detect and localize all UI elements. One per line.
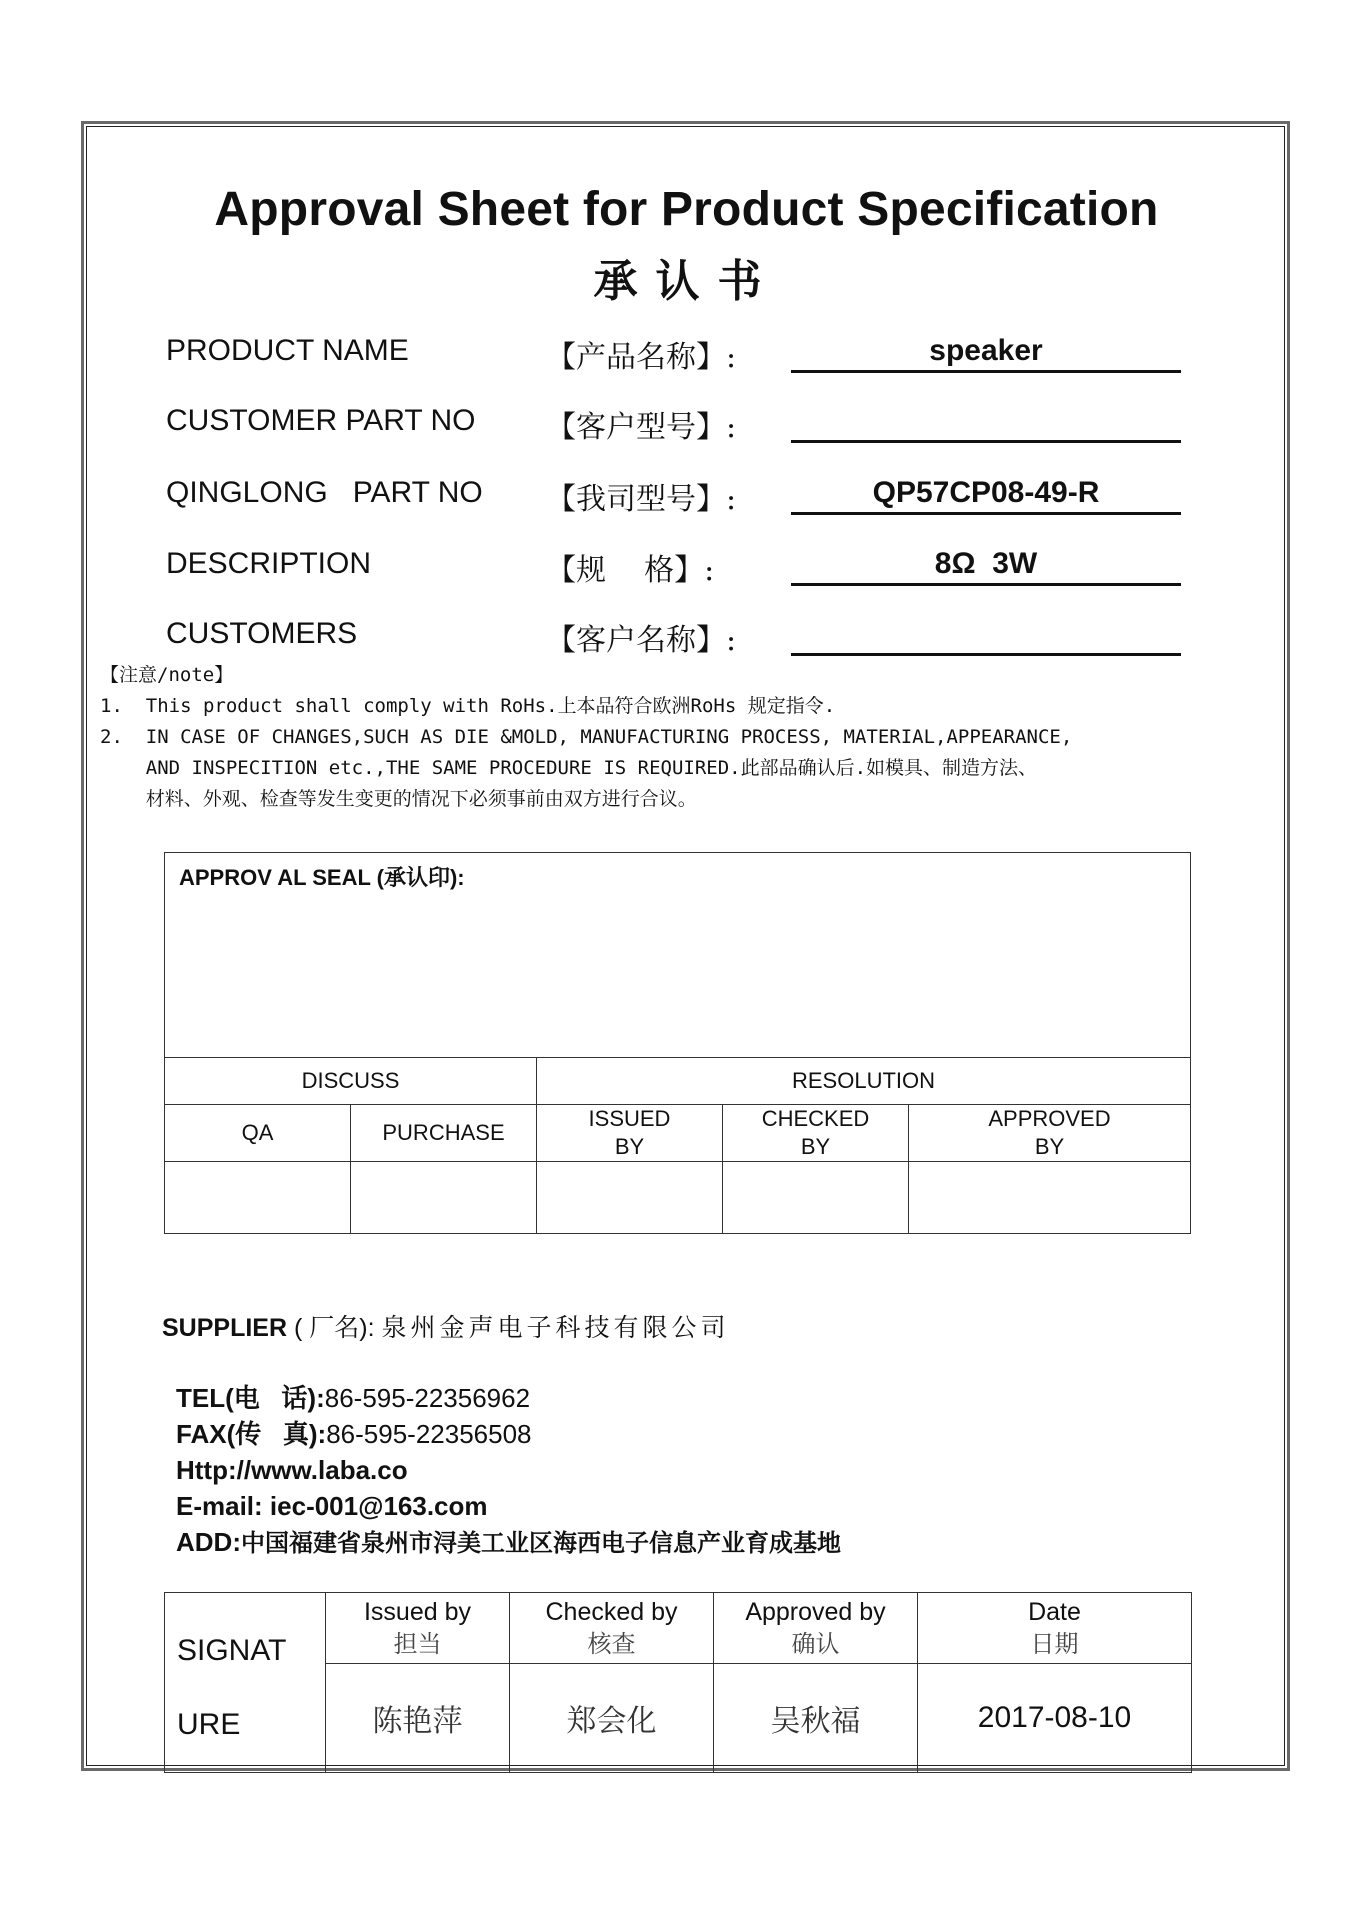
form-label: PRODUCT NAME: [166, 334, 409, 367]
customers-field[interactable]: [791, 609, 1181, 656]
qinglong-part-no-field[interactable]: QP57CP08-49-R: [791, 468, 1181, 515]
date-value[interactable]: 2017-08-10: [918, 1664, 1192, 1773]
issued-by-header: [326, 1593, 510, 1664]
form-row-customers: [166, 609, 1186, 659]
fax-label: FAX(传 真):: [176, 1419, 327, 1449]
document-subtitle: 承认书: [593, 256, 780, 307]
tel-line: [176, 1380, 841, 1416]
approved-by-signature[interactable]: 吴秋福: [714, 1664, 918, 1773]
address-line: [176, 1524, 841, 1561]
supplier-line: [162, 1308, 730, 1344]
form-label: QINGLONG PART NO: [166, 476, 483, 509]
form-label: DESCRIPTION: [166, 547, 372, 580]
header-cn: 日期: [1030, 1630, 1079, 1658]
col-header-label: QA: [241, 1120, 274, 1145]
approval-seal-area[interactable]: [165, 853, 1191, 1058]
purchase-cell[interactable]: [351, 1162, 537, 1234]
approval-seal-table: [164, 852, 1191, 1234]
header-en: Date: [1028, 1598, 1081, 1626]
col-header-label: ISSUED: [588, 1106, 671, 1131]
approved-by-cell[interactable]: [909, 1162, 1191, 1234]
form-cn-label: 【产品名称】:: [546, 340, 737, 375]
description-field[interactable]: 8Ω 3W: [791, 539, 1181, 586]
form-label: CUSTOMER PART NO: [166, 404, 476, 437]
issued-by-cell[interactable]: [537, 1162, 723, 1234]
col-header-checked-by: [723, 1105, 909, 1162]
col-header-label: BY: [800, 1134, 831, 1159]
form-cn-label: 【客户型号】:: [546, 410, 737, 445]
product-name-field[interactable]: speaker: [791, 326, 1181, 373]
signature-label-line: URE: [177, 1707, 241, 1741]
website-link[interactable]: Http://www.laba.co: [176, 1455, 408, 1485]
header-cn: 确认: [791, 1630, 840, 1658]
contacts-block: [176, 1380, 841, 1561]
checked-by-header: [510, 1593, 714, 1664]
approval-seal-title: APPROV AL SEAL (承认印):: [179, 865, 465, 890]
form-cn-label: 【规 格】:: [546, 553, 715, 588]
form-row-description: [166, 539, 1186, 589]
note-line: 材料、外观、检查等发生变更的情况下必须事前由双方进行合议。: [100, 788, 697, 810]
issued-by-signature[interactable]: 陈艳萍: [326, 1664, 510, 1773]
qa-cell[interactable]: [165, 1162, 351, 1234]
resolution-header: RESOLUTION: [537, 1058, 1191, 1105]
supplier-label: SUPPLIER: [162, 1314, 288, 1342]
discuss-header: DISCUSS: [165, 1058, 537, 1105]
form-row-customer-part-no: [166, 396, 1186, 446]
header-en: Checked by: [545, 1598, 678, 1626]
signature-table: [164, 1592, 1192, 1773]
notes-section: [100, 660, 1072, 815]
header-cn: 核查: [587, 1630, 636, 1658]
address-label: ADD:: [176, 1527, 241, 1557]
checked-by-cell[interactable]: [723, 1162, 909, 1234]
form-row-qinglong-part-no: [166, 468, 1186, 518]
fax-value: 86-595-22356508: [326, 1419, 532, 1449]
document-title: Approval Sheet for Product Specification: [214, 183, 1159, 236]
fax-line: [176, 1416, 841, 1452]
note-line: AND INSPECITION etc.,THE SAME PROCEDURE IS REQUIRED.此部品确认后.如模具、制造方法、: [100, 757, 1038, 779]
notes-heading: 【注意/note】: [100, 664, 234, 686]
col-header-approved-by: [909, 1105, 1191, 1162]
supplier-cn-label: ( 厂名):: [293, 1314, 375, 1342]
signature-label-line: SIGNAT: [177, 1633, 287, 1667]
signature-label: [165, 1593, 326, 1773]
checked-by-signature[interactable]: 郑会化: [510, 1664, 714, 1773]
col-header-label: BY: [614, 1134, 645, 1159]
email-label: E-mail:: [176, 1491, 263, 1521]
note-line: 1. This product shall comply with RoHs.上本品符合欧洲RoHs 规定指令.: [100, 695, 836, 717]
approved-by-header: [714, 1593, 918, 1664]
date-header: [918, 1593, 1192, 1664]
header-cn: 担当: [393, 1630, 442, 1658]
col-header-purchase: [351, 1105, 537, 1162]
form-cn-label: 【我司型号】:: [546, 482, 737, 517]
email-line: [176, 1488, 841, 1524]
form-cn-label: 【客户名称】:: [546, 623, 737, 658]
header-en: Issued by: [363, 1598, 471, 1626]
email-link[interactable]: iec-001@163.com: [269, 1491, 488, 1521]
form-row-product-name: [166, 326, 1186, 376]
note-line: 2. IN CASE OF CHANGES,SUCH AS DIE &MOLD, MANUFACTURING PROCESS, MATERIAL,APPEARANCE,: [100, 726, 1073, 748]
form-label: CUSTOMERS: [166, 617, 358, 650]
col-header-issued-by: [537, 1105, 723, 1162]
col-header-label: BY: [1034, 1134, 1065, 1159]
customer-part-no-field[interactable]: [791, 396, 1181, 443]
col-header-label: PURCHASE: [382, 1120, 505, 1145]
col-header-label: CHECKED: [761, 1106, 870, 1131]
col-header-label: APPROVED: [988, 1106, 1111, 1131]
supplier-name: 泉州金声电子科技有限公司: [381, 1313, 730, 1342]
tel-label: TEL(电 话):: [176, 1383, 325, 1413]
header-en: Approved by: [745, 1598, 886, 1626]
tel-value: 86-595-22356962: [324, 1383, 531, 1413]
address-value: 中国福建省泉州市浔美工业区海西电子信息产业育成基地: [241, 1529, 841, 1557]
col-header-qa: [165, 1105, 351, 1162]
